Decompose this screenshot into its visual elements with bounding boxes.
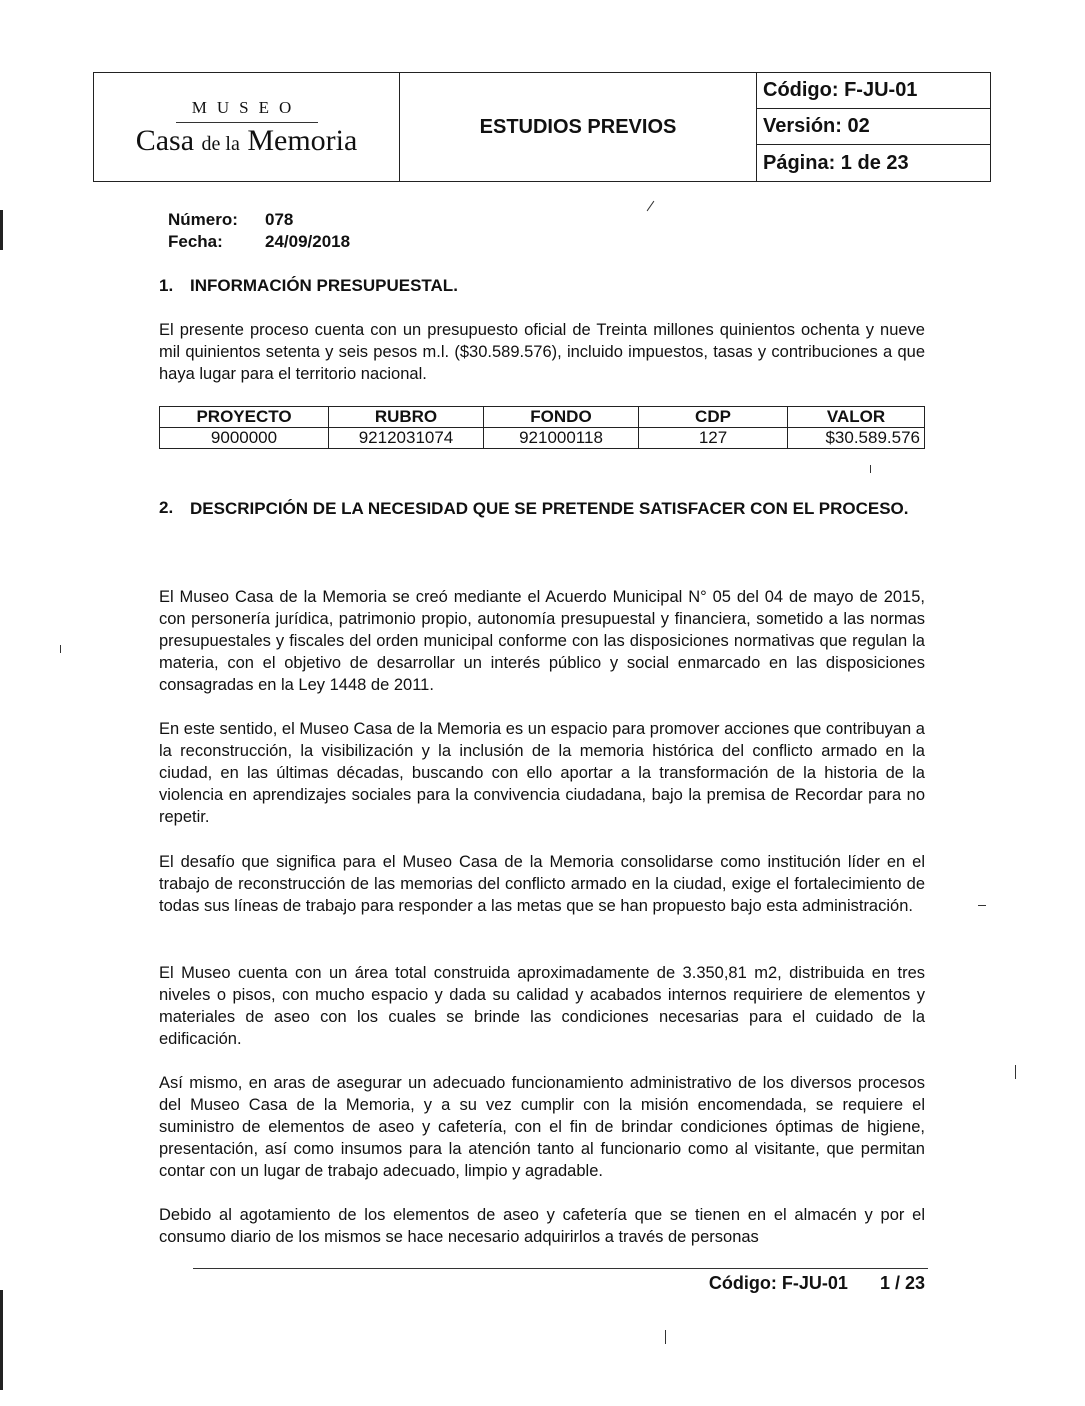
scan-speck xyxy=(665,1330,666,1344)
budget-table xyxy=(159,406,925,449)
cell-proyecto: 9000000 xyxy=(160,428,329,449)
section2-paragraph-1: El Museo Casa de la Memoria se creó mediante el Acuerdo Municipal N° 05 del 04 de mayo de 2015, con personería jurídica, patrimonio propio, autonomía presupuestal y financiera, sometido a las normas presupuestales y fiscales del orden municipal conforme con las disposiciones normativas que regulan la materia, con el objetivo de desarrollar un interés público y social enmarcado en las disposiciones consagradas en la Ley 1448 de 2011. xyxy=(159,588,925,694)
header-rubro: RUBRO xyxy=(329,407,484,428)
scan-edge-mark xyxy=(0,210,3,250)
meta-codigo: Código: F-JU-01 xyxy=(757,73,990,109)
section2-title: DESCRIPCIÓN DE LA NECESIDAD QUE SE PRETENDE SATISFACER CON EL PROCESO. xyxy=(190,499,909,518)
header-fondo: FONDO xyxy=(484,407,639,428)
document-header xyxy=(93,72,991,182)
page-footer xyxy=(709,1273,925,1294)
scan-speck xyxy=(870,465,871,473)
museum-logo xyxy=(94,73,400,181)
section1-title: INFORMACIÓN PRESUPUESTAL. xyxy=(190,276,458,295)
document-title: ESTUDIOS PREVIOS xyxy=(400,73,757,181)
logo-casa-text xyxy=(94,124,399,158)
section2-paragraph-4: El Museo cuenta con un área total construida aproximadamente de 3.350,81 m2, distribuida en tres niveles o pisos, con mucho espacio y dada su calidad y acabados internos requiriere de elementos y materiales de aseo con los cuales se brinde las condiciones necesarias para el cuidado de la edificación. xyxy=(159,964,925,1048)
section2-paragraph-2: En este sentido, el Museo Casa de la Memoria es un espacio para promover acciones que contribuyan a la reconstrucción, la visibilización y la inclusión de la memoria histórica del conflicto armado en la ciudad, en las últimas décadas, buscando con ello aportar a la transformación de la historia de la violencia en aprendizajes sociales para la convivencia ciudadana, bajo la premisa de Recordar para no repetir. xyxy=(159,720,925,826)
fecha-value: 24/09/2018 xyxy=(265,232,351,251)
cell-valor: $30.589.576 xyxy=(788,428,925,449)
scan-edge-mark xyxy=(0,1290,3,1390)
numero-label: Número: xyxy=(168,210,238,229)
cell-rubro: 9212031074 xyxy=(329,428,484,449)
section2-paragraph-6: Debido al agotamiento de los elementos de aseo y cafetería que se tienen en el almacén y por el consumo diario de los mismos se hace necesario adquirirlos a través de personas xyxy=(159,1206,925,1246)
logo-divider xyxy=(176,122,318,123)
footer-page-number: 1 / 23 xyxy=(879,1273,925,1293)
meta-version: Versión: 02 xyxy=(757,109,990,145)
logo-de-la-word: de la xyxy=(201,133,240,155)
cell-fondo: 921000118 xyxy=(484,428,639,449)
section2-paragraph-5: Así mismo, en aras de asegurar un adecuado funcionamiento administrativo de los diversos procesos del Museo Casa de la Memoria, y a su vez cumplir con la misión encomendada, se requiere el suministro de elementos de aseo y cafetería, con el fin de brindar condiciones óptimas de higiene, presentación, así como insumos para la atención tanto al funcionario como al visitante, que permitan contar con un lugar de trabajo adecuado, limpio y agradable. xyxy=(159,1074,925,1180)
section2-number: 2. xyxy=(159,498,174,517)
scan-speck xyxy=(647,201,655,211)
logo-museo-text: MUSEO xyxy=(191,98,302,117)
header-valor: VALOR xyxy=(788,407,925,428)
section1-number: 1. xyxy=(159,276,174,295)
numero-value: 078 xyxy=(265,210,294,229)
logo-casa-word: Casa xyxy=(135,124,195,157)
cell-cdp: 127 xyxy=(639,428,788,449)
meta-pagina: Página: 1 de 23 xyxy=(763,151,909,174)
section1-text: El presente proceso cuenta con un presupuesto oficial de Treinta millones quinientos ochenta y nueve mil quinientos setenta y seis pesos m.l. ($30.589.576), incluido impuestos, tasas y contribuciones a que haya lugar para el territorio nacional. xyxy=(159,321,925,383)
footer-divider xyxy=(193,1268,928,1269)
section2-paragraph-3: El desafío que significa para el Museo Casa de la Memoria consolidarse como institución líder en el trabajo de reconstrucción de las memorias del conflicto armado en la ciudad, exige el fortalecimiento de todas sus líneas de trabajo para responder a las metas que se han propuesto bajo esta administración. xyxy=(159,853,925,915)
scan-speck xyxy=(60,645,61,653)
fecha-label: Fecha: xyxy=(168,232,223,251)
scan-speck xyxy=(978,905,986,906)
header-proyecto: PROYECTO xyxy=(160,407,329,428)
header-cdp: CDP xyxy=(639,407,788,428)
footer-codigo: Código: F-JU-01 xyxy=(708,1273,848,1293)
document-meta xyxy=(757,73,990,181)
table-row xyxy=(160,428,925,449)
logo-memoria-word: Memoria xyxy=(247,124,358,157)
budget-table-header-row xyxy=(160,407,925,428)
scan-speck xyxy=(1015,1065,1016,1079)
